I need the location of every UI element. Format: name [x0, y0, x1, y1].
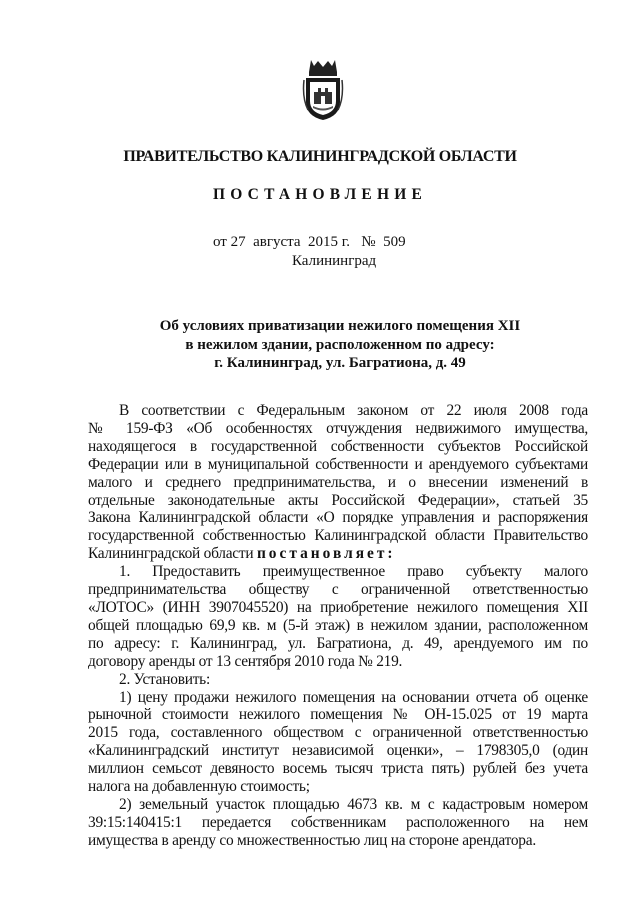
body-line: отдельные законодательные акты Российской Федерации», статьей 35 — [88, 491, 588, 509]
body-line: 39:15:140415:1 передается собственникам расположенного на нем — [88, 813, 588, 831]
body-line: малого и среднего предпринимательства, и о внесении изменений в — [88, 473, 588, 491]
coat-of-arms-emblem — [302, 58, 344, 122]
date-number-line: от 27 августа 2015 г. № 509 — [213, 234, 406, 250]
resolves-keyword: постановляет: — [256, 545, 396, 563]
body-line: Федерации или в муниципальной собственности и арендуемого субъектами — [88, 455, 588, 473]
body-line: находящегося в государственной собственности субъектов Российской — [88, 437, 588, 455]
city-name: Калининград — [292, 253, 377, 269]
body-line: предпринимательства обществу с ограниченной ответственностью — [88, 581, 588, 599]
body-line: 2015 года, составленного обществом с ограниченной ответственностью — [88, 724, 588, 742]
body-line: В соответствии с Федеральным законом от 22 июля 2008 года — [119, 402, 588, 419]
body-line: «Калининградский институт независимой оценки», – 1798305,0 (один — [88, 742, 588, 760]
body-line: миллион семьсот девяносто восемь тысяч триста пять) рублей без учета — [88, 760, 588, 778]
body-text-fragment: Калининградской области — [88, 545, 257, 563]
title-line: г. Калининград, ул. Багратиона, д. 49 — [214, 355, 466, 371]
body-line: «ЛОТОС» (ИНН 3907045520) на приобретение нежилого помещения XII — [88, 598, 588, 616]
body-line: 1) цену продажи нежилого помещения на основании отчета об оценке — [119, 688, 588, 706]
government-name: ПРАВИТЕЛЬСТВО КАЛИНИНГРАДСКОЙ ОБЛАСТИ — [123, 148, 517, 165]
body-line: 1. Предоставить преимущественное право субъекту малого — [119, 563, 588, 581]
document-body — [88, 402, 588, 850]
body-line: 2) земельный участок площадью 4673 кв. м с кадастровым номером — [119, 795, 588, 813]
body-line: налога на добавленную стоимость; — [88, 778, 310, 796]
body-line: имущества в аренду со множественностью лиц на стороне арендатора. — [88, 831, 536, 849]
body-line: № 159-ФЗ «Об особенностях отчуждения недвижимого имущества, — [88, 419, 588, 437]
document-title — [100, 317, 580, 373]
body-line: рыночной стоимости нежилого помещения № ОН-15.025 от 19 марта — [88, 706, 588, 724]
title-line: в нежилом здании, расположенном по адресу: — [185, 336, 495, 353]
body-line: государственной собственностью Калининградской области Правительство — [88, 527, 588, 545]
body-line: по адресу: г. Калининград, ул. Багратиона, д. 49, арендуемого им по — [88, 634, 588, 652]
body-line: общей площадью 69,9 кв. м (5-й этаж) в нежилом здании, расположенном — [88, 616, 588, 634]
body-line — [88, 545, 588, 563]
body-line: договору аренды от 13 сентября 2010 года № 219. — [88, 652, 403, 670]
body-line: Закона Калининградской области «О порядке управления и распоряжения — [88, 509, 588, 527]
document-type: ПОСТАНОВЛЕНИЕ — [212, 186, 428, 203]
title-line: Об условиях приватизации нежилого помещения XII — [159, 318, 521, 334]
body-line: 2. Установить: — [119, 670, 210, 688]
